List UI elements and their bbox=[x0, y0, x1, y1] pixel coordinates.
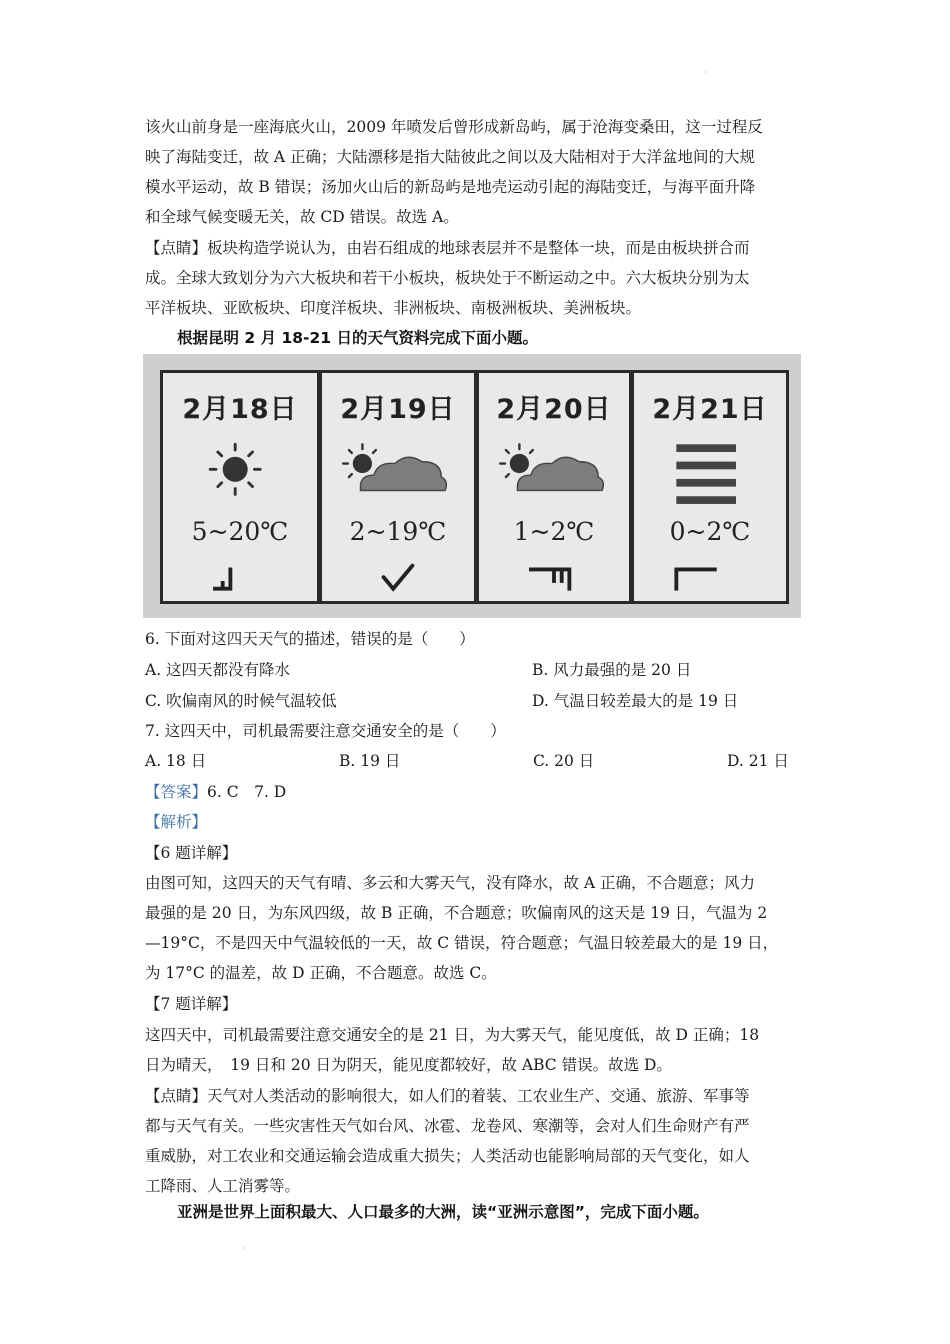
option-c: C. 20 日 bbox=[533, 752, 595, 770]
text-line: 日为晴天， 19 日和 20 日为阴天，能见度都较好，故 ABC 错误。故选 D。 bbox=[145, 1056, 672, 1074]
panel-date: 2月21日 bbox=[652, 394, 768, 425]
question-6-options-row-1 bbox=[145, 655, 807, 685]
panel-temp: 5~20℃ bbox=[191, 517, 289, 546]
text-line: 【点睛】板块构造学说认为，由岩石组成的地球表层并不是整体一块，而是由板块拼合而 bbox=[145, 239, 750, 257]
text-line: 最强的是 20 日，为东风四级，故 B 正确，不合题意；吹偏南风的这天是 19 日，气温为 2 bbox=[145, 904, 768, 922]
wind-level-4-icon bbox=[479, 561, 629, 601]
scan-dot: · bbox=[704, 68, 707, 77]
analysis-label: 【解析】 bbox=[145, 813, 208, 831]
q6-detail-label-row bbox=[145, 838, 807, 868]
weather-panel-20 bbox=[476, 370, 632, 604]
text-line: 这四天中，司机最需要注意交通安全的是 21 日，为大雾天气，能见度低，故 D 正确；18 bbox=[145, 1026, 760, 1044]
partly-cloudy-icon bbox=[479, 437, 629, 517]
option-a: A. 这四天都没有降水 bbox=[145, 661, 291, 679]
sun-icon bbox=[163, 437, 317, 517]
q7-detail-label-row bbox=[145, 989, 807, 1019]
text-line: 都与天气有关。一些灾害性天气如台风、冰雹、龙卷风、寒潮等，会对人们生命财产有严 bbox=[145, 1117, 750, 1135]
text-line: 平洋板块、亚欧板块、印度洋板块、非洲板块、南极洲板块、美洲板块。 bbox=[145, 299, 642, 317]
q6-detail-paragraph bbox=[145, 868, 807, 988]
question-7-stem bbox=[145, 716, 807, 746]
question-6-stem bbox=[145, 624, 807, 654]
analysis-row bbox=[145, 807, 807, 837]
text-line: 和全球气候变暖无关，故 CD 错误。故选 A。 bbox=[145, 208, 459, 226]
partly-cloudy-icon bbox=[322, 437, 474, 517]
panel-date: 2月20日 bbox=[496, 394, 612, 425]
panel-date: 2月18日 bbox=[182, 394, 298, 425]
text-line: 该火山前身是一座海底火山，2009 年喷发后曾形成新岛屿，属于沧海变桑田，这一过程反 bbox=[145, 118, 763, 136]
q7-detail-paragraph bbox=[145, 1020, 807, 1080]
panel-temp: 1~2℃ bbox=[513, 517, 595, 546]
tip-paragraph-1 bbox=[145, 233, 807, 323]
answer-row bbox=[145, 777, 807, 807]
option-c: C. 吹偏南风的时候气温较低 bbox=[145, 692, 337, 710]
text-line: 工降雨、人工消雾等。 bbox=[145, 1177, 301, 1195]
question-stem: 7. 这四天中，司机最需要注意交通安全的是（ ） bbox=[145, 722, 506, 740]
weather-figure bbox=[143, 354, 801, 618]
option-a: A. 18 日 bbox=[145, 752, 207, 770]
weather-panel-18 bbox=[160, 370, 320, 604]
question-7-options bbox=[145, 746, 807, 776]
question-stem: 6. 下面对这四天天气的描述，错误的是（ ） bbox=[145, 630, 475, 648]
text-line: 【点睛】天气对人类活动的影响很大，如人们的着装、工农业生产、交通、旅游、军事等 bbox=[145, 1087, 750, 1105]
option-b: B. 19 日 bbox=[339, 752, 401, 770]
weather-panel-21 bbox=[631, 370, 789, 604]
q7-detail-label: 【7 题详解】 bbox=[145, 995, 238, 1013]
wind-level-1-icon bbox=[322, 561, 474, 601]
wind-level-2-icon bbox=[163, 561, 317, 601]
fog-icon bbox=[634, 437, 786, 517]
question-6-options-row-2 bbox=[145, 686, 807, 716]
answer-label: 【答案】 bbox=[145, 783, 208, 801]
scan-dot: · bbox=[243, 1244, 246, 1253]
intro-paragraph bbox=[145, 112, 807, 232]
text-line: —19°C，不是四天中气温较低的一天，故 C 错误，符合题意；气温日较差最大的是 19 日， bbox=[145, 934, 779, 952]
weather-panel-19 bbox=[319, 370, 477, 604]
panel-temp: 2~19℃ bbox=[349, 517, 447, 546]
text-line: 为 17°C 的温差，故 D 正确，不合题意。故选 C。 bbox=[145, 964, 497, 982]
wind-level-2-icon bbox=[634, 561, 786, 601]
option-d: D. 气温日较差最大的是 19 日 bbox=[532, 692, 739, 710]
option-d: D. 21 日 bbox=[727, 752, 789, 770]
answer-text: 6. C 7. D bbox=[207, 783, 287, 801]
text-line: 重威胁，对工农业和交通运输会造成重大损失；人类活动也能影响局部的天气变化，如人 bbox=[145, 1147, 750, 1165]
text-line: 由图可知，这四天的天气有晴、多云和大雾天气，没有降水，故 A 正确，不合题意；风力 bbox=[145, 874, 756, 892]
text-line: 成。全球大致划分为六大板块和若干小板块，板块处于不断运动之中。六大板块分别为太 bbox=[145, 269, 750, 287]
text-line: 映了海陆变迁，故 A 正确；大陆漂移是指大陆彼此之间以及大陆相对于大洋盆地间的大规 bbox=[145, 148, 756, 166]
option-b: B. 风力最强的是 20 日 bbox=[532, 661, 692, 679]
panel-temp: 0~2℃ bbox=[669, 517, 751, 546]
text-line: 模水平运动，故 B 错误；汤加火山后的新岛屿是地壳运动引起的海陆变迁，与海平面升降 bbox=[145, 178, 756, 196]
q6-detail-label: 【6 题详解】 bbox=[145, 844, 238, 862]
tip-paragraph-2 bbox=[145, 1081, 807, 1201]
panel-date: 2月19日 bbox=[340, 394, 456, 425]
section-heading-weather: 根据昆明 2 月 18-21 日的天气资料完成下面小题。 bbox=[177, 329, 538, 347]
answer-line bbox=[145, 777, 286, 807]
section-heading-asia: 亚洲是世界上面积最大、人口最多的大洲，读“亚洲示意图”，完成下面小题。 bbox=[177, 1203, 709, 1221]
